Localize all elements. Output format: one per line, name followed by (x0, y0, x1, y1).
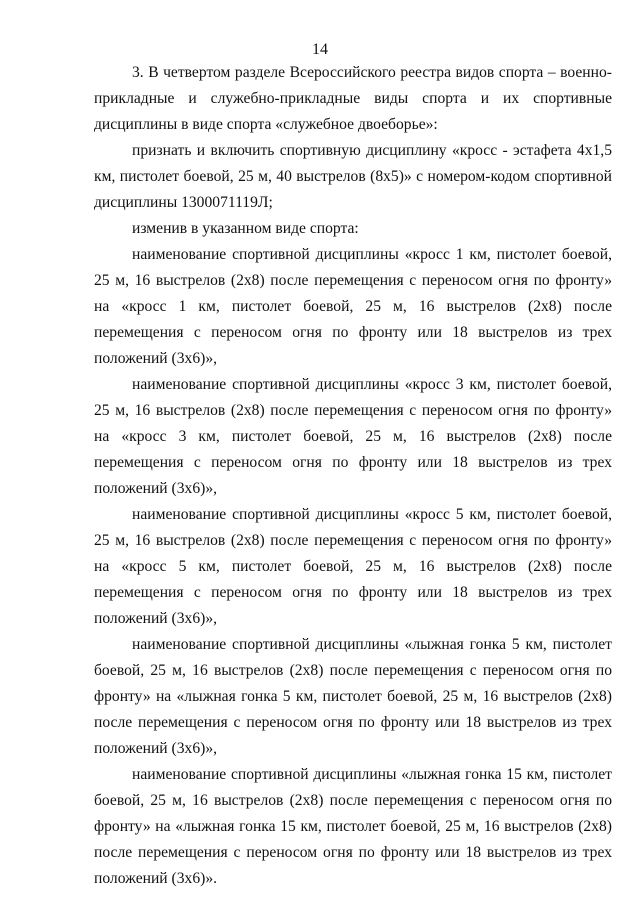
paragraph-rename-cross-3km: наименование спортивной дисциплины «кросс 3 км, пистолет боевой, 25 м, 16 выстрелов (2х8) после перемещения с переносом огня по фронту» на «кросс 3 км, пистолет боевой, 25 м, 16 выстрелов (2х8) после перемещения с переносом огня по фронту или 18 выстрелов из трех положений (3х6)», (94, 376, 612, 497)
paragraph-changes-intro: изменив в указанном виде спорта: (132, 220, 359, 237)
paragraph-include-discipline: признать и включить спортивную дисциплину «кросс - эстафета 4х1,5 км, пистолет боевой, 25 м, 40 выстрелов (8х5)» с номером-кодом спортивной дисциплины 1300071119Л; (94, 142, 612, 211)
paragraph-rename-cross-1km: наименование спортивной дисциплины «кросс 1 км, пистолет боевой, 25 м, 16 выстрелов (2х8) после перемещения с переносом огня по фронту» на «кросс 1 км, пистолет боевой, 25 м, 16 выстрелов (2х8) после перемещения с переносом огня по фронту или 18 выстрелов из трех положений (3х6)», (94, 246, 612, 367)
document-body (94, 60, 612, 892)
paragraph-rename-cross-5km: наименование спортивной дисциплины «кросс 5 км, пистолет боевой, 25 м, 16 выстрелов (2х8) после перемещения с переносом огня по фронту» на «кросс 5 км, пистолет боевой, 25 м, 16 выстрелов (2х8) после перемещения с переносом огня по фронту или 18 выстрелов из трех положений (3х6)», (94, 506, 612, 627)
paragraph-rename-ski-5km: наименование спортивной дисциплины «лыжная гонка 5 км, пистолет боевой, 25 м, 16 выстрелов (2х8) после перемещения с переносом огня по фронту» на «лыжная гонка 5 км, пистолет боевой, 25 м, 16 выстрелов (2х8) после перемещения с переносом огня по фронту или 18 выстрелов из трех положений (3х6)», (94, 636, 612, 757)
paragraph-rename-ski-15km: наименование спортивной дисциплины «лыжная гонка 15 км, пистолет боевой, 25 м, 16 выстрелов (2х8) после перемещения с переносом огня по фронту» на «лыжная гонка 15 км, пистолет боевой, 25 м, 16 выстрелов (2х8) после перемещения с переносом огня по фронту или 18 выстрелов из трех положений (3х6)». (94, 766, 612, 887)
paragraph-section-3: 3. В четвертом разделе Всероссийского реестра видов спорта – военно-прикладные и служебно-прикладные виды спорта и их спортивные дисциплины в виде спорта «служебное двоеборье»: (94, 64, 612, 133)
page-number: 14 (312, 41, 328, 58)
